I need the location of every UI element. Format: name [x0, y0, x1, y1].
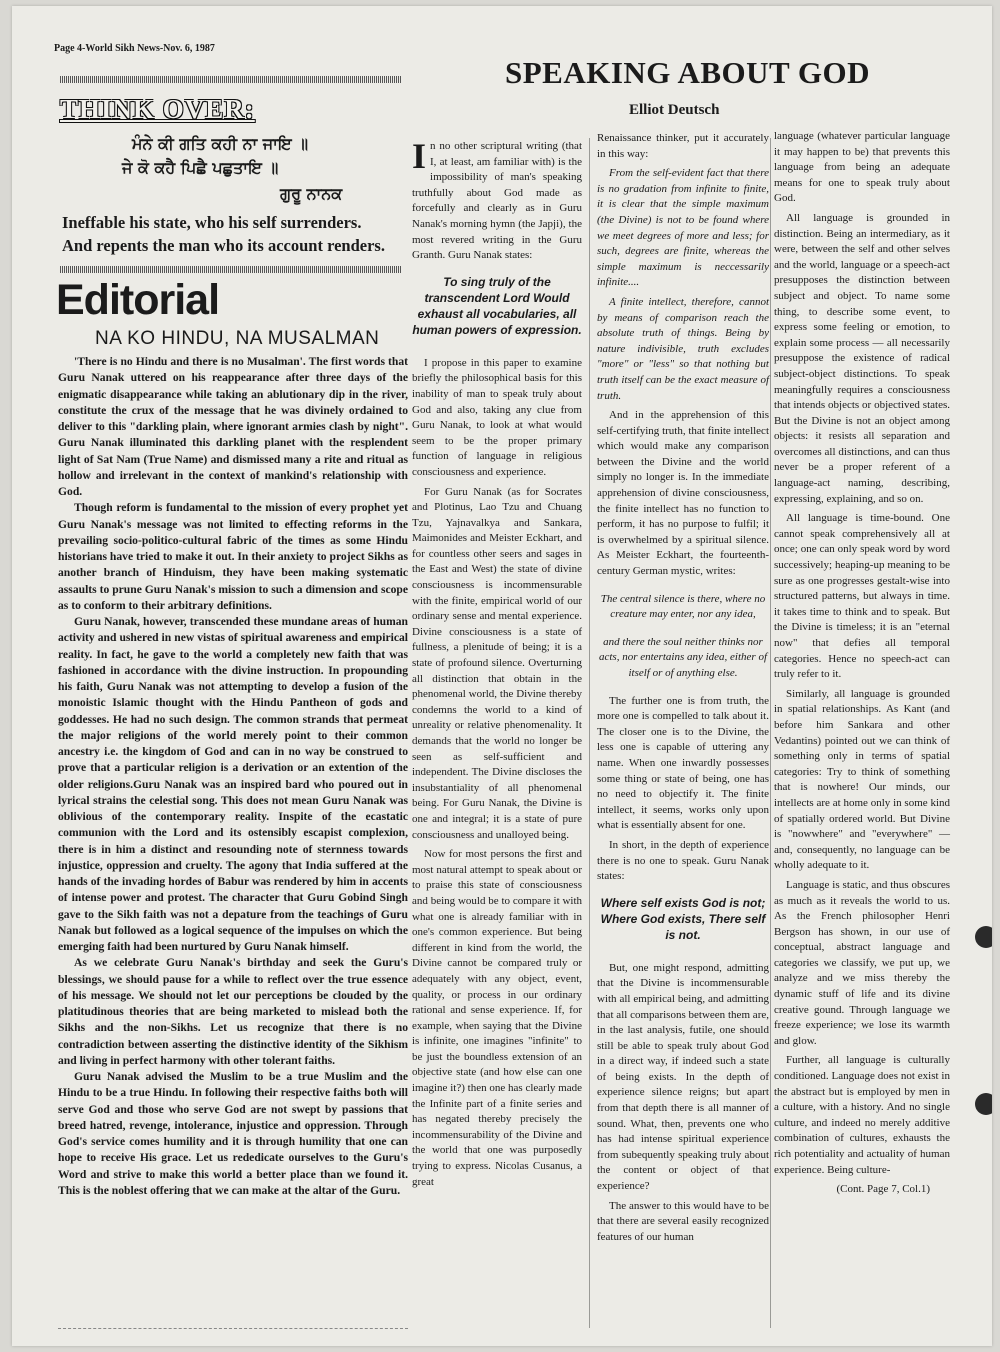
english-couplet — [62, 211, 407, 257]
article-paragraph: I propose in this paper to examine briefly the philosophical basis for this inability of man to speak truly about God and also, taking any clue from Guru Nanak, to look at what would seem to be the proper primary function of language in religious consciousness and experience. — [412, 356, 582, 478]
newspaper-page — [12, 6, 992, 1346]
article-paragraph: language (whatever particular language it may happen to be) that prevents this language from being an adequate means for one to speak truly about God. — [774, 130, 950, 205]
article-paragraph: In short, in the depth of experience there is no one to speak. Guru Nanak states: — [597, 838, 769, 883]
article-paragraph: The answer to this would have to be that there are several easily recognized features of our human — [597, 1199, 769, 1243]
article-paragraph: Language is static, and thus obscures as much as it reveals the world to us. As the French philosopher Henri Bergson has shown, in our use of conceptual, abstract language and categories we classify, we put up, we analyze and we miss thereby the dynamic stuff of life and its divine creative gound. Through language we freeze experience; we lose its warmth and glow. — [774, 878, 950, 1047]
article-paragraph: Further, all language is culturally conditioned. Language does not exist in the abstract but is employed by men in a culture, with a history. And no single culture, and indeed no merely additive combination of cultures, exhausts the rich potentiality and actuality of human experience. Being culture- — [774, 1054, 950, 1176]
article-paragraph: All language is grounded in distinction. Being an intermediary, as it were, between the self and other selves and the world, language or a speech-act presupposes the distinction between subject and object. To name some thing, to describe some event, to express some feeling or emotion, to explain some process — all necessarily presuppose the existence of radical subject-object distinctions. To speak meaningfully requires a consciousness that intends objects or objectived states. But the Divine is not an object among objects: it resists all separation and overcomes all distinctions, and can thus never be a proper referent of a language-act naming, describing, expressing, explaining, and so on. — [774, 211, 950, 505]
editorial-paragraph: As we celebrate Guru Nanak's birthday and seek the Guru's blessings, we should pause for a while to reflect over the true essence of his message. We should not let our perceptions be clouded by the platitudinous theories that are being marketed to mislead both the Sikhs and the non-Sikhs. Let us recognize that there is no contradiction between asserting the distinctive identity of the Sikhism and living in perfect harmony with other tolerant faiths. — [58, 956, 408, 1067]
editorial-paragraph: Guru Nanak advised the Muslim to be a true Muslim and the Hindu to be a true Hindu. In following their respective faiths both will serve God and those who serve God are not swept by passions that breed hatred, revenge, intolerance, injustice and oppression. Through God's service comes humility and it is through humility that one can hope to receive His grace. Let us rededicate ourselves to the Guru's Word and strive to make this world a better place than we found it. This is the noblest offering that we can make at the altar of the Guru. — [58, 1070, 408, 1197]
article-byline: Elliot Deutsch — [629, 102, 720, 118]
article-headline: SPEAKING ABOUT GOD — [505, 55, 871, 90]
punjabi-verse-line-1: ਮੰਨੇ ਕੀ ਗਤਿ ਕਹੀ ਨਾ ਜਾਇ ॥ — [132, 134, 309, 153]
article-paragraph: But, one might respond, admitting that the Divine is incommensurable with all empirical being, and admitting that all comparisons between them are, in the last analysis, futile, one should still be able to speak truly about God in a direct way, if indeed such a state of being exists. In the depth of experience silence reigns; but apart from that depth there is all manner of sound. What, then, prevents one who has had intense spiritual experience from subequently speaking truly about the content or object of that experience? — [597, 961, 769, 1193]
japji-verse: To sing truly of the transcendent Lord Would exhaust all vocabularies, all human powers of expression. — [412, 274, 582, 337]
column-divider — [770, 138, 771, 1328]
opening-text: n no other scriptural writing (that I, at least, am familiar with) is the impossibility of man's speaking truthfully about God made as forcefully and clearly as in Guru Nanak's morning hymn (the Japji), the most revered writing in the Guru Granth. Guru Nanak states: — [412, 140, 582, 262]
guru-nanak-verse: Where self exists God is not; Where God exists, There self is not. — [600, 895, 766, 942]
bottom-hatch-rule — [60, 266, 402, 273]
article-paragraph: All language is time-bound. One cannot speak comprehensively all at once; one can only speak word by word successively; heaping-up meaning to be sure as one progresses gestalt-wise into structured patterns, but always in time. it takes time to think and to speak. But the Divine is timeless; it is an "eternal now" that defies all temporal categories. Hence no speech-act can truly refer to it. — [774, 512, 950, 681]
eckhart-verse-2: and there the soul neither thinks nor acts, nor entertains any idea, either of itself or of anything else. — [598, 635, 768, 679]
punjabi-attribution: ਗੁਰੂ ਨਾਨਕ — [280, 184, 343, 203]
article-column-1 — [412, 136, 582, 1194]
binder-hole — [975, 926, 992, 948]
drop-cap: I — [412, 136, 427, 176]
editorial-body — [58, 354, 408, 1199]
article-column-2 — [597, 131, 769, 1249]
editorial-heading: Editorial — [56, 276, 220, 324]
cusanus-quote: A finite intellect, therefore, cannot by means of comparison reach the absolute truth of things. Being by nature indivisible, truth excludes "more" or "less" so that nothing but truth itself can be the exact measure of truth. — [597, 295, 769, 402]
folio-line: Page 4-World Sikh News-Nov. 6, 1987 — [54, 43, 215, 54]
article-opening-paragraph — [412, 136, 582, 264]
article-paragraph: Now for most persons the first and most natural attempt to speak about or to praise this state of consciousness and being would be to compare it with what one is already familiar with in one's common experience. But being different in kind from the world, the Divine cannot be compared truly or adequately with any object, event, quality, or process in our ordinary rational and sense experience. If, for example, when saying that the Divine is infinite, one imagines "infinite" to be just the boundless extension of an objective state (and how else can one imagine it?) then one has clearly made the Infinite part of a finite series and has negated thereby precisely the incommensurability of the Divine and the world that one was purposedly trying to express. Nicolas Cusanus, a great — [412, 848, 582, 1188]
editorial-bottom-rule — [58, 1328, 408, 1329]
think-over-title: THINK OVER: — [60, 94, 255, 124]
article-paragraph: Similarly, all language is grounded in spatial relationships. As Kant (and before him Sankara and other Vedantins) pointed out we can think of something only in terms of spatial categories: Try to think of something that is nowhere! Our minds, our intellects are at home only in some kind of spatially ordered world. But Divine is "nowwhere" and "everywhere" — and, consequently, no language can be wholly adequate to it. — [774, 687, 950, 872]
editorial-paragraph: 'There is no Hindu and there is no Musalman'. The first words that Guru Nanak uttered on his reappearance after three days of the enigmatic disappearance while taking an ablutionary dip in the river, constitute the crux of the message that he was divinely ordained to deliver to this "darkling plain, where ignorant armies clash by night". Guru Nanak illuminated this darkling planet with the resplendent light of Sat Nam (True Name) and dismissed many a rite and ritual as hollow and irrelevant in the context of mankind's relationship with God. — [58, 355, 408, 498]
binder-hole — [975, 1093, 992, 1115]
continued-note: (Cont. Page 7, Col.1) — [836, 1183, 930, 1196]
couplet-line-1: Ineffable his state, who his self surrenders. — [62, 213, 362, 232]
cusanus-quote: From the self-evident fact that there is no gradation from infinite to finite, it is clear that the simple maximum (the Divine) is not to be found where we meet degrees of more and less; for such, degrees are finite, whereas the simple maximum is neccessarily infinite.... — [597, 167, 769, 289]
article-paragraph: For Guru Nanak (as for Socrates and Plotinus, Lao Tzu and Chuang Tzu, Yajnavalkya and Sankara, Maimonides and Meister Eckhart, and for countless other seers and sages in the East and West) the state of divine consciousness is incommensurable with the finite, empirical world of our ordinary sense and mental experience. Divine consciousness is a state of fullness, a plenitude of being; it is a state of profound silence. Overturning all distinction that obtain in the phenomenal world, the Divine thereby condemns the world to a kind of unreality or relative phenomenality. It demands that the world no longer be seen as self-sufficient and independent. The Divine discloses the insubstantiality of all phenomenal being. For Guru Nanak, the Divine is one and integral; it is a state of pure consciousness and unalloyed being. — [412, 485, 582, 841]
couplet-line-2: And repents the man who its account renders. — [62, 236, 385, 255]
eckhart-verse-1: The central silence is there, where no creature may enter, nor any idea, — [600, 592, 766, 621]
article-column-3 — [774, 129, 950, 1198]
editorial-paragraph: Though reform is fundamental to the mission of every prophet yet Guru Nanak's message was not limited to effecting reforms in the prevailing socio-politico-cultural fabric of the times as some Hindu historians have tried to make it out. In their anxiety to project Sikhs as another branch of Hinduism, they have been making systematic assaults to prune Guru Nanak's mission to such a dimension and scope as to conform to their arbitrary definitions. — [58, 501, 408, 612]
top-hatch-rule — [60, 76, 402, 83]
article-paragraph: The further one is from truth, the more one is compelled to talk about it. The closer one is to the Divine, the less one is capable of uttering any name. When one inwardly possesses some thing or state of being, one has no need to objectify it. The finite intellect, it seems, works only upon what is essentially absent for one. — [597, 694, 769, 832]
editorial-paragraph: Guru Nanak, however, transcended these mundane areas of human activity and ushered in new vistas of spiritual awareness and empirical reality. In fact, he gave to the world a completely new faith that was fashioned in accordance with the divine instruction. In propounding his faith, Guru Nanak was not attempting to develop a fusion of the monoistic Islamic thought with the Hindu Pantheon of gods and goddesses. He had no such design. The common strands that permeat the major religions of the world merely point to their common ancestry i.e. the kingdom of God and can in no way be construed to prove that a particular religion is a derivation or an extention of the older religions.Guru Nanak was an inspired bard who poured out in lyrical strains the celestial song. This does not mean Guru Nanak was oblivious of the contemporary reality. Inspite of the ecastatic communion with the Lord and its ostensibly escapist complexion, there is in him a distinct and resounding note of sternness towards injustice, oppression and cruelty. The agony that India suffered at the hands of the invading hordes of Babur was rendered by him in accents of intense power and protest. The character that Guru Gobind Singh gave to the Sikh faith was not a depature from the teachings of Guru Nanak but followed as a logical sequence of the impulses on which the emerging faith had been nurtured by Guru Nanak himself. — [58, 615, 408, 953]
column-divider — [589, 138, 590, 1328]
article-paragraph: Renaissance thinker, put it accurately in this way: — [597, 132, 769, 160]
editorial-subheading: NA KO HINDU, NA MUSALMAN — [95, 328, 380, 349]
article-paragraph: And in the apprehension of this self-certifying truth, that finite intellect which would make any comparison between the Divine and the world simply no longer is. In the immediate apprehension of divine consciousness, the finite intellect has no function to perform, it has no purpose to fulfil; it is overwhelmed by a spiritual silence. As Meister Eckhart, the fourteenth-century German mystic, writes: — [597, 409, 769, 578]
punjabi-verse-line-2: ਜੇ ਕੋ ਕਹੈ ਪਿਛੈ ਪਛੁਤਾਇ ॥ — [122, 158, 279, 177]
